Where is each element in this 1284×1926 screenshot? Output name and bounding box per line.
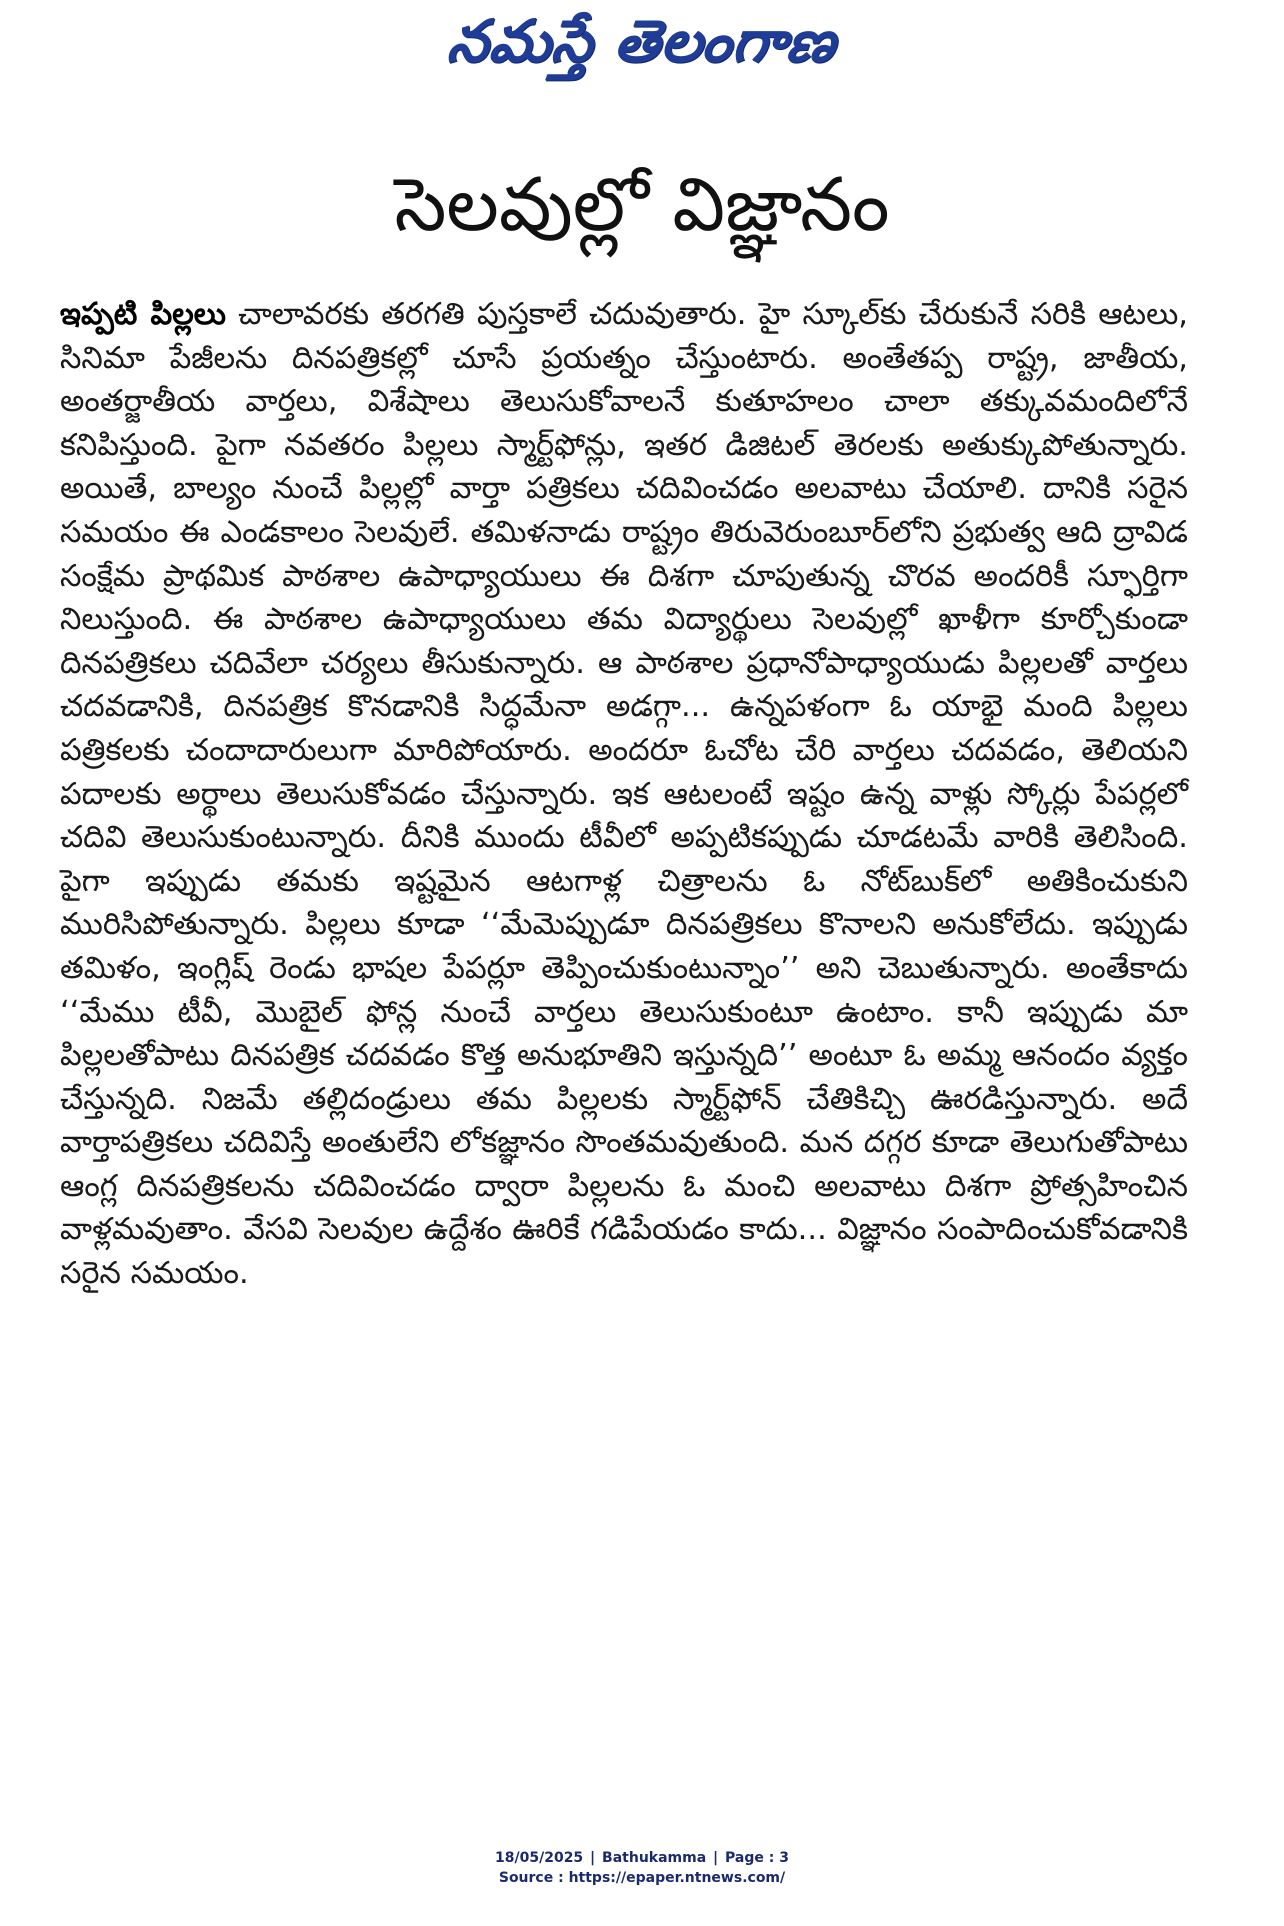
article-headline: సెలవుల్లో విజ్ఞానం: [394, 162, 890, 248]
masthead: [0, 4, 1284, 78]
footer-date: 18/05/2025: [495, 1850, 584, 1866]
page-footer: [0, 1848, 1284, 1888]
newspaper-logo: నమస్తే తెలంగాణ: [444, 7, 840, 75]
footer-info-line: [0, 1848, 1284, 1868]
article-body: [60, 293, 1188, 1296]
footer-source: Source : https://epaper.ntnews.com/: [498, 1870, 786, 1886]
footer-page-number: Page : 3: [725, 1850, 789, 1866]
footer-separator: |: [713, 1850, 719, 1866]
article-text: చాలావరకు తరగతి పుస్తకాలే చదువుతారు. హై స్కూల్‌కు చేరుకునే సరికి ఆటలు, సినిమా పేజీలను దినపత్రికల్లో చూసే ప్రయత్నం చేస్తుంటారు. అంతేతప్ప రాష్ట్ర, జాతీయ, అంతర్జాతీయ వార్తలు, విశేషాలు తెలుసుకోవాలనే కుతూహలం చాలా తక్కువమందిలోనే కనిపిస్తుంది. పైగా నవతరం పిల్లలు స్మార్ట్‌ఫోన్లు, ఇతర డిజిటల్ తెరలకు అతుక్కుపోతున్నారు. అయితే, బాల్యం నుంచే పిల్లల్లో వార్తా పత్రికలు చదివించడం అలవాటు చేయాలి. దానికి సరైన సమయం ఈ ఎండకాలం సెలవులే. తమిళనాడు రాష్ట్రం తిరువెరుంబూర్‌లోని ప్రభుత్వ ఆది ద్రావిడ సంక్షేమ ప్రాథమిక పాఠశాల ఉపాధ్యాయులు ఈ దిశగా చూపుతున్న చొరవ అందరికీ స్ఫూర్తిగా నిలుస్తుంది. ఈ పాఠశాల ఉపాధ్యాయులు తమ విద్యార్థులు సెలవుల్లో ఖాళీగా కూర్చోకుండా దినపత్రికలు చదివేలా చర్యలు తీసుకున్నారు. ఆ పాఠశాల ప్రధానోపాధ్యాయుడు పిల్లలతో వార్తలు చదవడానికి, దినపత్రిక కొనడానికి సిద్ధమేనా అడగ్గా... ఉన్నపళంగా ఓ యాభై మంది పిల్లలు పత్రికలకు చందాదారులుగా మారిపోయారు. అందరూ ఓచోట చేరి వార్తలు చదవడం, తెలియని పదాలకు అర్థాలు తెలుసుకోవడం చేస్తున్నారు. ఇక ఆటలంటే ఇష్టం ఉన్న వాళ్లు స్కోర్లు పేపర్లలో చదివి తెలుసుకుంటున్నారు. దీనికి ముందు టీవీలో అప్పటికప్పుడు చూడటమే వారికి తెలిసింది. పైగా ఇప్పుడు తమకు ఇష్టమైన ఆటగాళ్ల చిత్రాలను ఓ నోట్‌బుక్‌లో అతికించుకుని మురిసిపోతున్నారు. పిల్లలు కూడా ‘‘మేమెప్పుడూ దినపత్రికలు కొనాలని అనుకోలేదు. ఇప్పుడు తమిళం, ఇంగ్లిష్ రెండు భాషల పేపర్లూ తెప్పించుకుంటున్నాం’’ అని చెబుతున్నారు. అంతేకాదు ‘‘మేము టీవీ, మొబైల్ ఫోన్ల నుంచే వార్తలు తెలుసుకుంటూ ఉంటాం. కానీ ఇప్పుడు మా పిల్లలతోపాటు దినపత్రిక చదవడం కొత్త అనుభూతిని ఇస్తున్నది’’ అంటూ ఓ అమ్మ ఆనందం వ్యక్తం చేస్తున్నది. నిజమే తల్లిదండ్రులు తమ పిల్లలకు స్మార్ట్‌ఫోన్ చేతికిచ్చి ఊరడిస్తున్నారు. అదే వార్తాపత్రికలు చదివిస్తే అంతులేని లోకజ్ఞానం సొంతమవుతుంది. మన దగ్గర కూడా తెలుగుతోపాటు ఆంగ్ల దినపత్రికలను చదివించడం ద్వారా పిల్లలను ఓ మంచి అలవాటు దిశగా ప్రోత్సహించిన వాళ్లమవుతాం. వేసవి సెలవుల ఉద్దేశం ఊరికే గడిపేయడం కాదు... విజ్ఞానం సంపాదించుకోవడానికి సరైన సమయం.: [60, 297, 1188, 1292]
footer-separator: |: [590, 1850, 596, 1866]
footer-section: Bathukamma: [602, 1850, 707, 1866]
article-lead: ఇప్పటి పిల్లలు: [60, 297, 226, 332]
